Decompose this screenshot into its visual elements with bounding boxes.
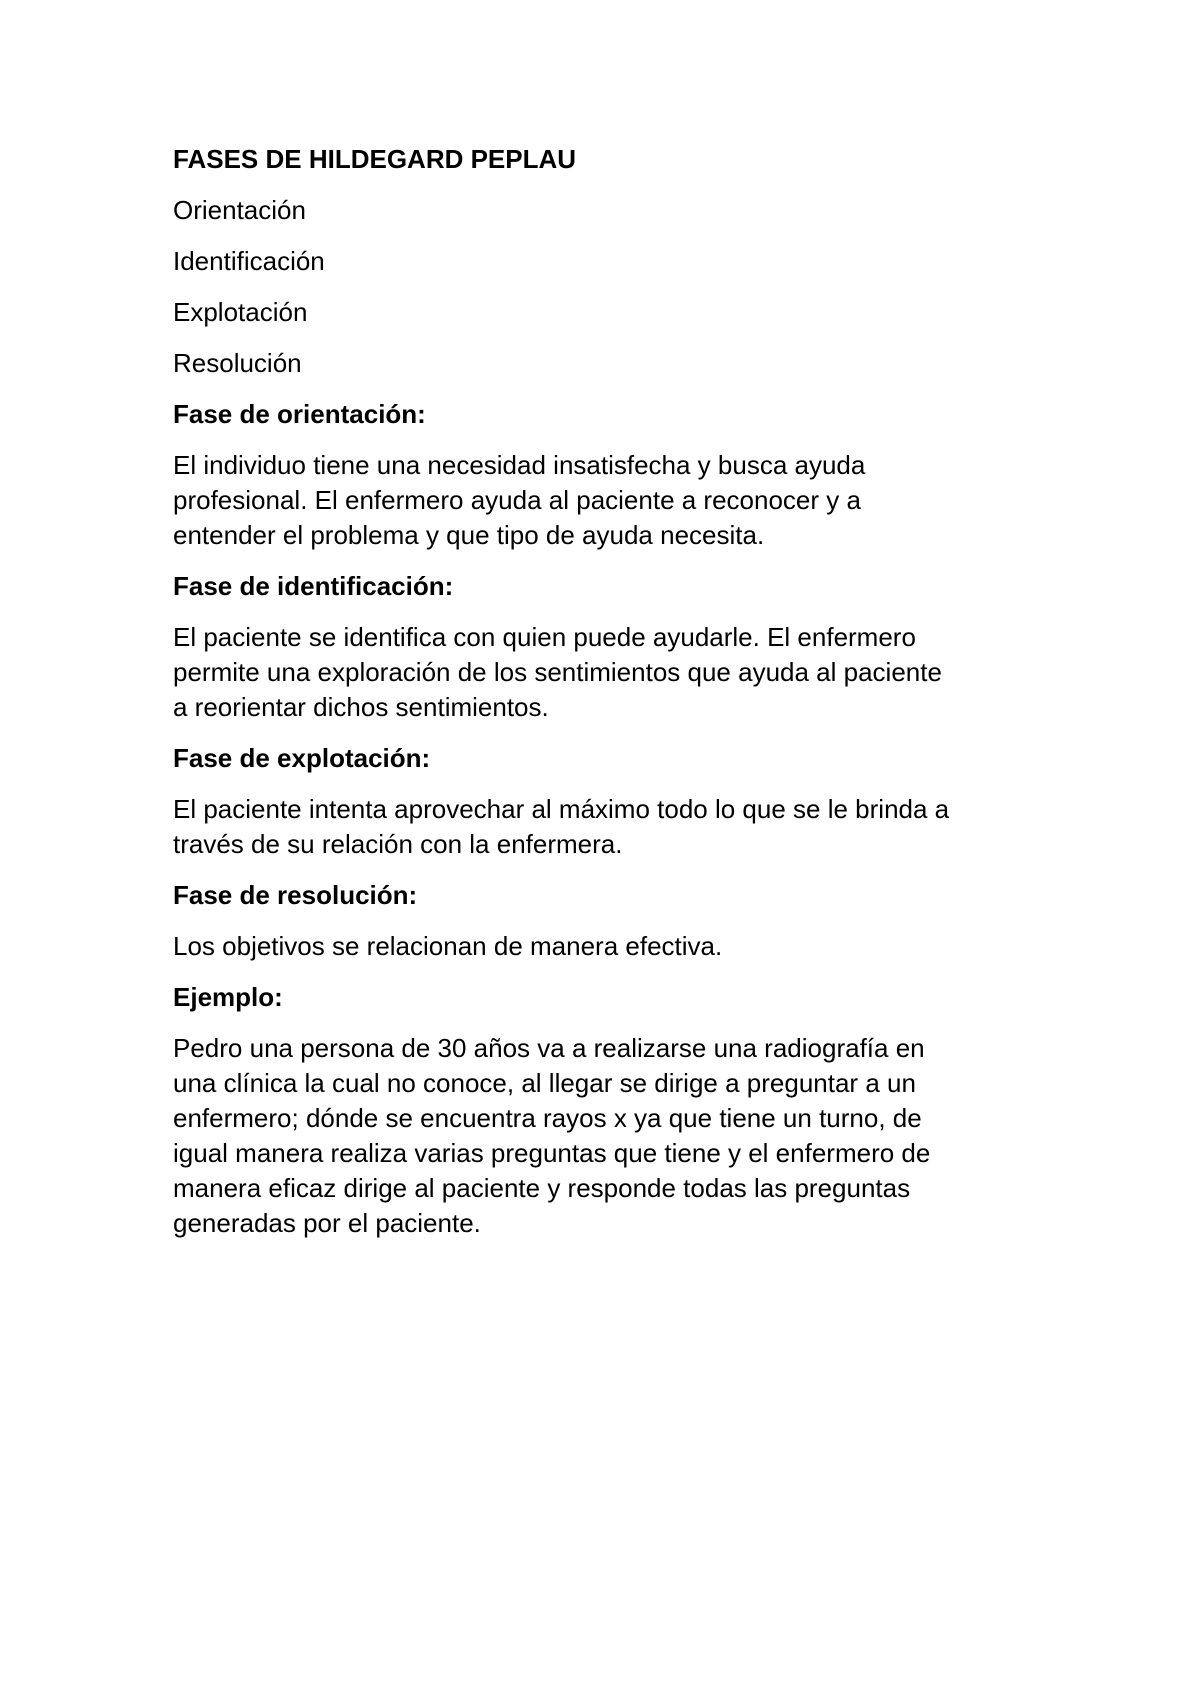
section-paragraph-identificacion	[173, 620, 1033, 725]
phase-list-item-explotacion: Explotación	[173, 297, 308, 327]
section-heading-resolucion: Fase de resolución:	[173, 880, 418, 910]
section-paragraph-explotacion	[173, 792, 1033, 862]
document-content	[173, 142, 1033, 1257]
paragraph-line: entender el problema y que tipo de ayuda necesita.	[173, 520, 765, 550]
paragraph-line: a reorientar dichos sentimientos.	[173, 692, 549, 722]
paragraph-line: igual manera realiza varias preguntas que tiene y el enfermero de	[173, 1138, 931, 1168]
paragraph-line: manera eficaz dirige al paciente y responde todas las preguntas	[173, 1173, 911, 1203]
section-heading-orientacion: Fase de orientación:	[173, 399, 426, 429]
section-paragraph-ejemplo	[173, 1031, 1033, 1241]
paragraph-line: El individuo tiene una necesidad insatisfecha y busca ayuda	[173, 450, 866, 480]
section-paragraph-orientacion	[173, 448, 1033, 553]
paragraph-line: El paciente intenta aprovechar al máximo todo lo que se le brinda a	[173, 794, 950, 824]
document-title: FASES DE HILDEGARD PEPLAU	[173, 144, 577, 174]
paragraph-line: una clínica la cual no conoce, al llegar se dirige a preguntar a un	[173, 1068, 916, 1098]
paragraph-line: profesional. El enfermero ayuda al paciente a reconocer y a	[173, 485, 861, 515]
paragraph-line: El paciente se identifica con quien puede ayudarle. El enfermero	[173, 622, 916, 652]
phase-list-item-identificacion: Identificación	[173, 246, 325, 276]
section-paragraph-resolucion	[173, 929, 1033, 964]
phase-list-item-orientacion: Orientación	[173, 195, 306, 225]
paragraph-line: permite una exploración de los sentimientos que ayuda al paciente	[173, 657, 942, 687]
phase-list-item-resolucion: Resolución	[173, 348, 302, 378]
section-heading-identificacion: Fase de identificación:	[173, 571, 454, 601]
paragraph-line: enfermero; dónde se encuentra rayos x ya que tiene un turno, de	[173, 1103, 922, 1133]
section-heading-ejemplo: Ejemplo:	[173, 982, 283, 1012]
paragraph-line: generadas por el paciente.	[173, 1208, 481, 1238]
paragraph-line: través de su relación con la enfermera.	[173, 829, 623, 859]
paragraph-line: Pedro una persona de 30 años va a realizarse una radiografía en	[173, 1033, 925, 1063]
paragraph-line: Los objetivos se relacionan de manera efectiva.	[173, 931, 723, 961]
section-heading-explotacion: Fase de explotación:	[173, 743, 431, 773]
